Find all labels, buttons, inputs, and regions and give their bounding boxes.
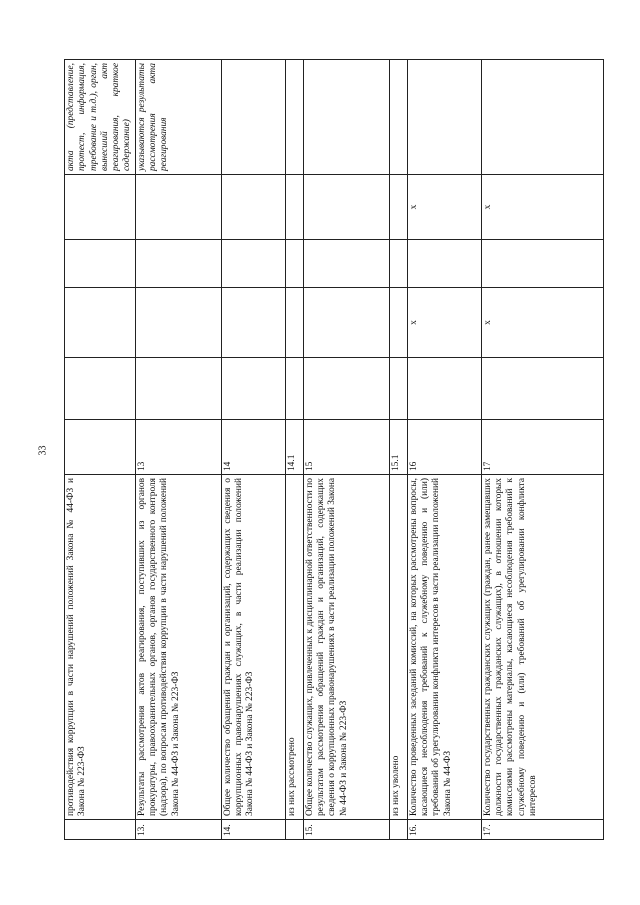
row-code: 15.1 bbox=[389, 420, 407, 475]
cell-col3 bbox=[135, 240, 221, 288]
row-note bbox=[303, 60, 389, 175]
row-number: 15. bbox=[303, 820, 389, 840]
cell-col2 bbox=[221, 288, 285, 358]
table-row bbox=[221, 60, 285, 840]
row-note bbox=[285, 60, 303, 175]
row-name: из них рассмотрено bbox=[285, 475, 303, 820]
cell-col1 bbox=[407, 358, 481, 420]
cell-col3 bbox=[407, 240, 481, 288]
row-number bbox=[389, 820, 407, 840]
cell-col3 bbox=[481, 240, 603, 288]
cell-col1 bbox=[389, 358, 407, 420]
cell-col1 bbox=[303, 358, 389, 420]
cell-col3 bbox=[389, 240, 407, 288]
table-row bbox=[481, 60, 603, 840]
cell-col2 bbox=[135, 288, 221, 358]
row-number: 17. bbox=[481, 820, 603, 840]
cell-col3 bbox=[221, 240, 285, 288]
row-name: противодействия коррупции в части нарушений положений Закона № 44-ФЗ и Закона № 223-ФЗ bbox=[65, 475, 136, 820]
cell-col1 bbox=[481, 358, 603, 420]
row-number: 16. bbox=[407, 820, 481, 840]
row-note: указываются результаты рассмотрения акта реагирования bbox=[135, 60, 221, 175]
row-note: акта (представление, протест, информация, требование и т.д.), орган, вынесший акт реагирования, краткое содержание) bbox=[65, 60, 136, 175]
row-code: 15 bbox=[303, 420, 389, 475]
row-code: 14 bbox=[221, 420, 285, 475]
cell-col1 bbox=[135, 358, 221, 420]
cell-col3 bbox=[65, 240, 136, 288]
row-name: Количество проведенных заседаний комиссий, на которых рассмотрены вопросы, касающиеся несоблюдения требований к служебному поведению и (или) требований об урегулировании конфликта интересов в части реализации положений Закона № 44-ФЗ bbox=[407, 475, 481, 820]
row-name: Общее количество служащих, привлеченных к дисциплинарной ответственности по результатам рассмотрения обращений граждан и организаций, содержащих сведения о коррупционных правонарушениях в части реализации положений Закона № 44-ФЗ и Закона № 223-ФЗ bbox=[303, 475, 389, 820]
table-row bbox=[407, 60, 481, 840]
cell-col2: х bbox=[407, 288, 481, 358]
cell-col4: х bbox=[481, 175, 603, 240]
report-table bbox=[64, 59, 604, 840]
cell-col4 bbox=[285, 175, 303, 240]
cell-col3 bbox=[303, 240, 389, 288]
row-code: 17 bbox=[481, 420, 603, 475]
table-row bbox=[285, 60, 303, 840]
row-name: из них уволено bbox=[389, 475, 407, 820]
table-row bbox=[65, 60, 136, 840]
row-number: 14. bbox=[221, 820, 285, 840]
cell-col2: х bbox=[481, 288, 603, 358]
cell-col2 bbox=[389, 288, 407, 358]
rotated-table-container bbox=[64, 60, 604, 840]
cell-col2 bbox=[303, 288, 389, 358]
cell-col4 bbox=[389, 175, 407, 240]
row-name: Общее количество обращений граждан и организаций, содержащих сведения о коррупционных правонарушениях служащих, в части реализации положений Закона № 44-ФЗ и Закона № 223-ФЗ bbox=[221, 475, 285, 820]
cell-col3 bbox=[285, 240, 303, 288]
cell-col1 bbox=[221, 358, 285, 420]
cell-col4 bbox=[65, 175, 136, 240]
row-code: 13 bbox=[135, 420, 221, 475]
cell-col4 bbox=[303, 175, 389, 240]
cell-col4: х bbox=[407, 175, 481, 240]
row-name: Количество государственных гражданских служащих (граждан, ранее замещавших должности государственных гражданских служащих), в отношении которых комиссиями рассмотрены материалы, касающиеся несоблюдения требований к служебному поведению и (или) требований об урегулировании конфликта интересов bbox=[481, 475, 603, 820]
cell-col4 bbox=[135, 175, 221, 240]
table-row bbox=[303, 60, 389, 840]
table-row bbox=[135, 60, 221, 840]
cell-col1 bbox=[65, 358, 136, 420]
row-note bbox=[389, 60, 407, 175]
row-name: Результаты рассмотрения актов реагирования, поступивших из органов прокуратуры, правоохранительных органов, органов государственного контроля (надзора), по вопросам противодействия коррупции в части нарушений положений Закона № 44-ФЗ и Закона № 223-ФЗ bbox=[135, 475, 221, 820]
page-number: 33 bbox=[37, 445, 49, 456]
row-code: 14.1 bbox=[285, 420, 303, 475]
cell-col1 bbox=[285, 358, 303, 420]
cell-col2 bbox=[65, 288, 136, 358]
row-number: 13. bbox=[135, 820, 221, 840]
row-number bbox=[285, 820, 303, 840]
cell-col4 bbox=[221, 175, 285, 240]
row-code bbox=[65, 420, 136, 475]
table-row bbox=[389, 60, 407, 840]
row-note bbox=[221, 60, 285, 175]
row-number bbox=[65, 820, 136, 840]
cell-col2 bbox=[285, 288, 303, 358]
row-note bbox=[481, 60, 603, 175]
row-note bbox=[407, 60, 481, 175]
row-code: 16 bbox=[407, 420, 481, 475]
